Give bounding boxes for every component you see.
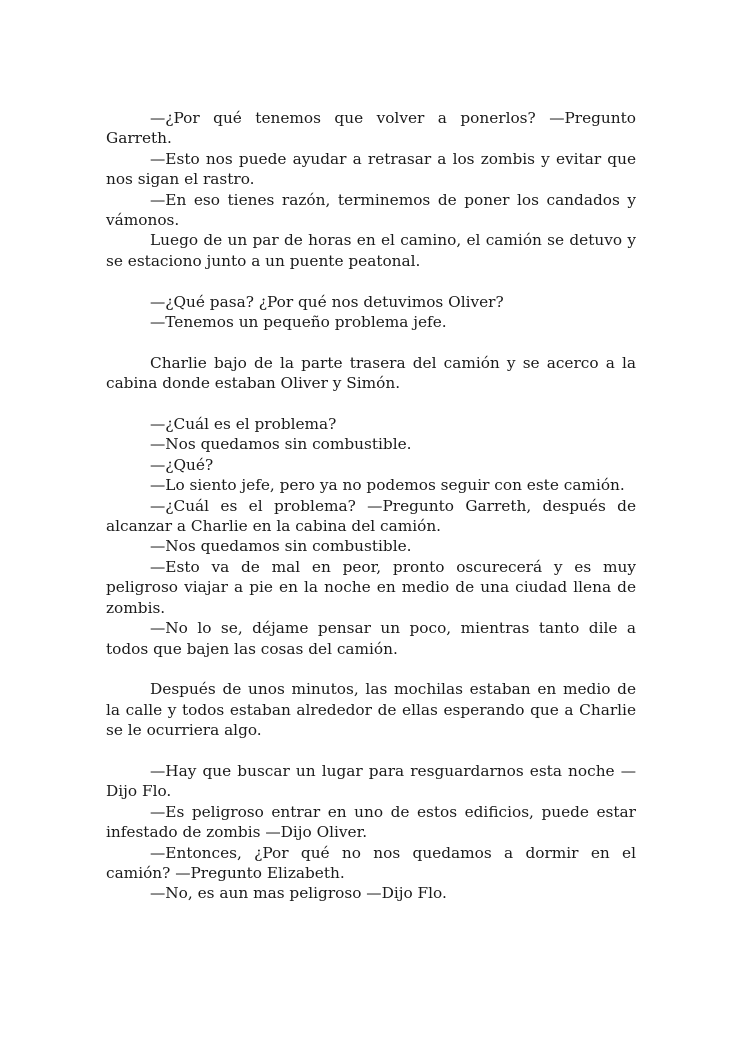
- paragraph-9: —¿Qué?: [150, 455, 214, 474]
- paragraph-3: Luego de un par de horas en el camino, el camión se detuvo y se estaciono junto a un puente peatonal.: [106, 231, 636, 270]
- paragraph-11: —¿Cuál es el problema? —Pregunto Garreth, después de alcanzar a Charlie en la cabina del camión.: [106, 496, 636, 536]
- paragraph-15: Después de unos minutos, las mochilas estaban en medio de la calle y todos estaban alrededor de ellas esperando que a Charlie se le ocurriera algo.: [106, 680, 636, 740]
- paragraph-7: —¿Cuál es el problema?: [150, 415, 337, 434]
- paragraph-8: —Nos quedamos sin combustible.: [150, 435, 412, 454]
- paragraph-13: —Esto va de mal en peor, pronto oscurecerá y es muy peligroso viajar a pie en la noche en medio de una ciudad llena de zombis.: [106, 557, 636, 617]
- paragraph-10: —Lo siento jefe, pero ya no podemos seguir con este camión.: [150, 476, 625, 495]
- paragraph-6: Charlie bajo de la parte trasera del camión y se acerco a la cabina donde estaban Oliver y Simón.: [106, 353, 636, 393]
- book-page: [106, 108, 636, 904]
- paragraph-2: —En eso tienes razón, terminemos de poner los candados y vámonos.: [106, 190, 636, 230]
- paragraph-16: —Hay que buscar un lugar para resguardarnos esta noche —Dijo Flo.: [106, 761, 636, 801]
- paragraph-5: —Tenemos un pequeño problema jefe.: [150, 313, 447, 332]
- paragraph-12: —Nos quedamos sin combustible.: [150, 537, 412, 556]
- paragraph-17: —Es peligroso entrar en uno de estos edificios, puede estar infestado de zombis —Dijo Oliver.: [106, 802, 636, 842]
- paragraph-1: —Esto nos puede ayudar a retrasar a los zombis y evitar que nos sigan el rastro.: [106, 149, 636, 189]
- paragraph-18: —Entonces, ¿Por qué no nos quedamos a dormir en el camión? —Pregunto Elizabeth.: [106, 843, 636, 882]
- paragraph-0: —¿Por qué tenemos que volver a ponerlos? —Pregunto Garreth.: [106, 109, 636, 148]
- paragraph-19: —No, es aun mas peligroso —Dijo Flo.: [150, 884, 447, 903]
- paragraph-14: —No lo se, déjame pensar un poco, mientras tanto dile a todos que bajen las cosas del camión.: [106, 619, 636, 658]
- paragraph-4: —¿Qué pasa? ¿Por qué nos detuvimos Oliver?: [150, 292, 504, 311]
